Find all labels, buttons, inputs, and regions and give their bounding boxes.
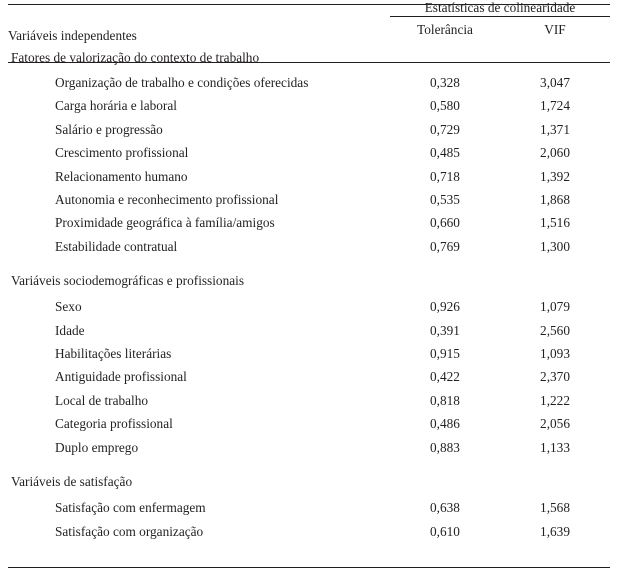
row-variable-label: Categoria profissional [55,416,173,432]
table-row [8,436,610,459]
table-row [8,389,610,412]
section-spacer [8,459,610,468]
table-row [8,412,610,435]
table-row [8,165,610,188]
row-tolerance-value: 0,610 [430,523,460,539]
row-tolerance-value: 0,660 [430,215,460,231]
row-variable-label: Autonomia e reconhecimento profissional [55,192,279,208]
row-vif-value: 1,868 [540,192,570,208]
row-vif-value: 2,060 [540,145,570,161]
table-row [8,71,610,94]
column-header-tolerance: Tolerância [417,22,473,37]
row-variable-label: Estabilidade contratual [55,238,178,254]
row-tolerance-value: 0,926 [430,299,460,315]
row-variable-label: Crescimento profissional [55,145,189,161]
row-vif-value: 1,724 [540,98,570,114]
row-tolerance-value: 0,535 [430,192,460,208]
row-tolerance-value: 0,422 [430,369,460,385]
section-spacer-cell [8,258,610,267]
row-vif-value: 1,371 [540,121,570,137]
table-section-header-row [8,44,610,71]
row-vif-value: 1,093 [540,346,570,362]
row-tolerance-value: 0,486 [430,416,460,432]
row-vif-value: 2,560 [540,322,570,338]
section-title: Variáveis sociodemográficas e profissionais [11,273,244,289]
row-vif-value: 1,300 [540,238,570,254]
row-vif-value: 1,222 [540,392,570,408]
table-row [8,520,610,543]
section-spacer [8,258,610,267]
table-row [8,295,610,318]
row-vif-value: 2,056 [540,416,570,432]
table-row [8,496,610,519]
row-vif-value: 1,392 [540,168,570,184]
table-row [8,365,610,388]
row-variable-label: Proximidade geográfica à família/amigos [55,215,275,231]
table-row [8,94,610,117]
row-vif-value: 1,079 [540,299,570,315]
row-tolerance-value: 0,818 [430,392,460,408]
row-tolerance-value: 0,883 [430,439,460,455]
row-variable-label: Carga horária e laboral [55,98,177,114]
table-row [8,319,610,342]
row-variable-label: Duplo emprego [55,439,139,455]
section-spacer-cell [8,459,610,468]
row-tolerance-value: 0,638 [430,500,460,516]
section-title: Fatores de valorização do contexto de trabalho [11,50,260,65]
table-body [8,44,610,543]
table-row [8,188,610,211]
table-section-header-row [8,267,610,295]
row-variable-label: Satisfação com organização [55,523,204,539]
row-tolerance-value: 0,485 [430,145,460,161]
row-tolerance-value: 0,915 [430,346,460,362]
row-tolerance-value: 0,580 [430,98,460,114]
table-row [8,235,610,258]
table-row [8,141,610,164]
row-vif-value: 1,133 [540,439,570,455]
table-row [8,342,610,365]
row-variable-label: Relacionamento humano [55,168,188,184]
section-title: Variáveis de satisfação [11,474,133,490]
table-section-header-row [8,468,610,496]
table-bottom-rule [8,567,610,568]
row-variable-label: Satisfação com enfermagem [55,500,206,516]
row-vif-value: 1,568 [540,500,570,516]
row-tolerance-value: 0,769 [430,238,460,254]
table-top-rule [8,4,610,5]
row-vif-value: 3,047 [540,75,570,90]
row-variable-label: Habilitações literárias [55,346,172,362]
column-group-header-collinearity: Estatísticas de colinearidade [390,0,610,17]
row-tolerance-value: 0,391 [430,322,460,338]
row-variable-label: Local de trabalho [55,392,149,408]
row-variable-label: Sexo [55,299,82,315]
row-variable-label: Antiguidade profissional [55,369,187,385]
table-row [8,118,610,141]
row-variable-label: Idade [55,322,85,338]
row-variable-label: Salário e progressão [55,121,163,137]
row-vif-value: 1,639 [540,523,570,539]
vif-table [8,0,610,543]
table-head [8,0,610,44]
row-variable-label: Organização de trabalho e condições oferecidas [55,75,309,90]
row-vif-value: 1,516 [540,215,570,231]
row-tolerance-value: 0,718 [430,168,460,184]
column-header-vif: VIF [544,22,566,37]
row-tolerance-value: 0,729 [430,121,460,137]
column-header-variables: Variáveis independentes [8,28,137,43]
row-tolerance-value: 0,328 [430,75,460,90]
row-vif-value: 2,370 [540,369,570,385]
table-header-rule [8,62,610,63]
table-row [8,211,610,234]
